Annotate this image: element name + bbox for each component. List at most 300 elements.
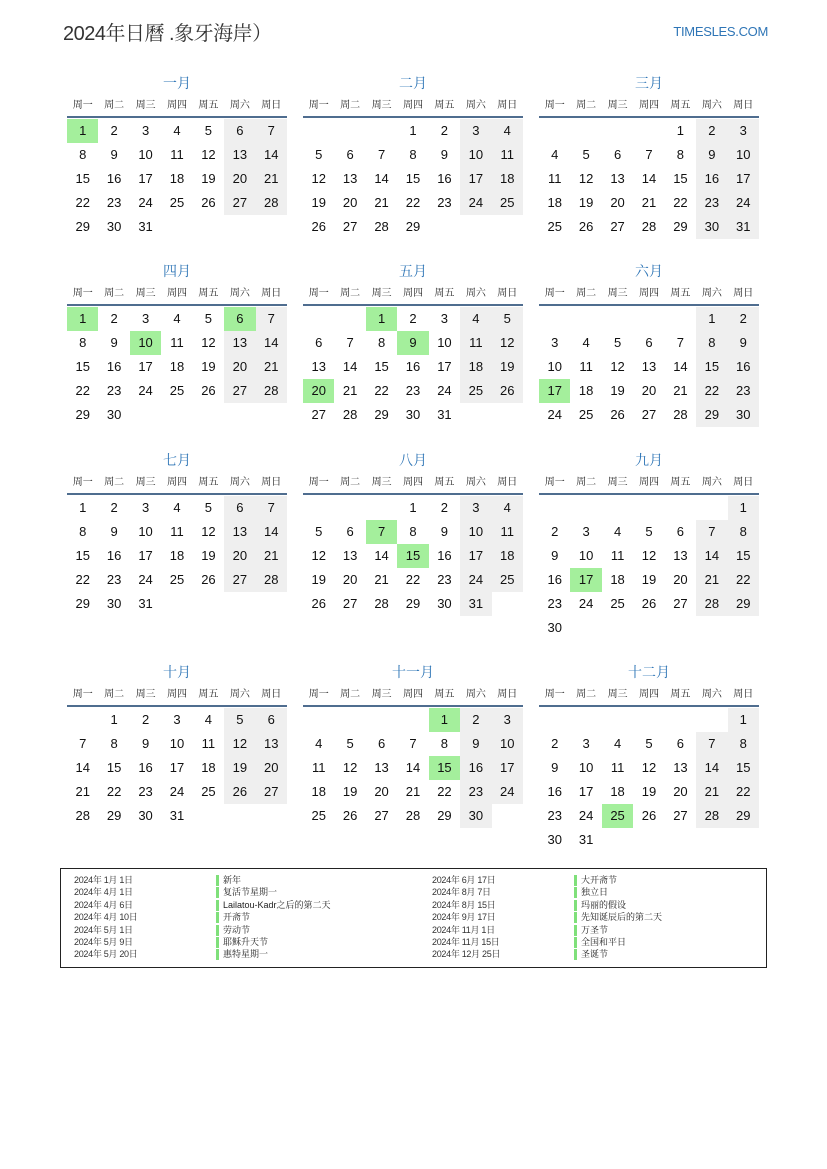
- empty-cell: [193, 403, 224, 427]
- day-cell: 12: [201, 335, 216, 350]
- holiday-name: 大开斋节: [581, 875, 618, 885]
- empty-cell: [334, 708, 365, 732]
- day-cell: 7: [346, 335, 354, 350]
- day-cell: 7: [696, 520, 727, 544]
- weekday-label: 周日: [497, 100, 518, 111]
- empty-cell: [633, 307, 664, 331]
- day-cell: 9: [440, 524, 449, 539]
- day-cell: 8: [79, 335, 87, 350]
- empty-cell: [193, 592, 224, 616]
- day-cell: 28: [256, 379, 287, 403]
- weekday-label: 周日: [261, 100, 282, 111]
- weekday-label: 周三: [135, 288, 156, 299]
- day-cell: 24: [547, 407, 562, 422]
- day-cell: 4: [173, 500, 181, 515]
- day-cell: 22: [696, 379, 727, 403]
- weekday-label: 周三: [607, 689, 628, 700]
- day-cell: 8: [409, 524, 417, 539]
- day-cell: 12: [578, 171, 594, 186]
- day-cell: 14: [405, 760, 421, 775]
- day-cell: 30: [106, 219, 122, 234]
- day-cell: 9: [141, 736, 150, 751]
- day-cell: 8: [728, 520, 759, 544]
- day-cell: 25: [578, 407, 594, 422]
- holiday-day-cell: 6: [224, 307, 255, 331]
- day-cell: 25: [169, 383, 185, 398]
- day-cell: 4: [460, 307, 491, 331]
- day-cell: 23: [460, 780, 491, 804]
- day-cell: 19: [224, 756, 255, 780]
- weekday-header-row: [539, 96, 759, 118]
- month-1: [67, 72, 287, 239]
- day-cell: 16: [437, 171, 452, 186]
- day-cell: 29: [437, 808, 452, 823]
- day-cell: 31: [169, 808, 185, 823]
- day-cell: 18: [201, 760, 216, 775]
- weekday-label: 周六: [229, 689, 250, 700]
- day-cell: 26: [224, 780, 255, 804]
- day-cell: 17: [492, 756, 523, 780]
- day-cell: 8: [79, 147, 87, 162]
- day-cell: 24: [578, 808, 594, 823]
- day-cell: 18: [492, 167, 523, 191]
- day-cell: 25: [610, 596, 625, 611]
- day-cell: 23: [547, 808, 562, 823]
- day-cell: 18: [311, 784, 326, 799]
- day-cell: 24: [492, 780, 523, 804]
- holiday-day-cell: 1: [366, 307, 397, 331]
- day-cell: 29: [728, 592, 759, 616]
- day-cell: 10: [547, 359, 562, 374]
- day-cell: 16: [106, 171, 122, 186]
- weekday-label: 周二: [576, 288, 597, 299]
- day-cell: 22: [75, 572, 90, 587]
- weekday-label: 周五: [670, 288, 691, 299]
- holiday-day-cell: 1: [67, 307, 98, 331]
- empty-cell: [460, 215, 491, 239]
- day-cell: 5: [346, 736, 354, 751]
- empty-cell: [570, 307, 601, 331]
- day-cell: 6: [315, 335, 323, 350]
- empty-cell: [492, 804, 523, 828]
- day-cell: 27: [224, 191, 255, 215]
- day-cell: 6: [256, 708, 287, 732]
- day-cell: 1: [409, 123, 417, 138]
- weekday-label: 周一: [544, 288, 565, 299]
- weekday-label: 周三: [607, 477, 628, 488]
- weekday-label: 周二: [340, 100, 361, 111]
- holiday-name: 独立日: [581, 887, 609, 898]
- holiday-date: 2024年 8月 7日: [432, 887, 491, 898]
- day-cell: 21: [405, 784, 421, 799]
- day-cell: 6: [346, 524, 354, 539]
- holiday-date: 2024年 11月 15日: [432, 937, 500, 947]
- day-cell: 5: [204, 311, 213, 326]
- day-cell: 26: [311, 219, 326, 234]
- day-cell: 21: [374, 195, 389, 210]
- day-cell: 17: [169, 760, 185, 775]
- empty-cell: [334, 496, 365, 520]
- weekday-label: 周一: [72, 689, 93, 700]
- holiday-date: 2024年 5月 9日: [74, 937, 133, 947]
- day-cell: 12: [311, 548, 326, 563]
- empty-cell: [161, 403, 192, 427]
- day-cell: 23: [138, 784, 153, 799]
- day-cell: 16: [138, 760, 153, 775]
- weekday-label: 周三: [371, 689, 392, 700]
- day-cell: 18: [460, 355, 491, 379]
- empty-cell: [224, 592, 255, 616]
- empty-cell: [130, 403, 161, 427]
- day-cell: 19: [610, 383, 625, 398]
- day-cell: 31: [138, 596, 153, 611]
- day-cell: 23: [106, 195, 122, 210]
- empty-cell: [602, 496, 633, 520]
- day-cell: 3: [551, 335, 559, 350]
- holiday-day-cell: 15: [397, 544, 428, 568]
- holiday-date: 2024年 12月 25日: [432, 949, 501, 960]
- empty-cell: [303, 307, 334, 331]
- weekday-header-row: [539, 685, 759, 707]
- day-cell: 25: [201, 784, 216, 799]
- empty-cell: [303, 496, 334, 520]
- day-cell: 8: [728, 732, 759, 756]
- day-cell: 9: [728, 331, 759, 355]
- weekday-header-row: [303, 473, 523, 495]
- empty-cell: [665, 616, 696, 640]
- holiday-name: 劳动节: [223, 924, 251, 935]
- day-cell: 17: [728, 167, 759, 191]
- weekday-label: 周一: [544, 477, 565, 488]
- month-title: 十月: [163, 664, 191, 680]
- day-cell: 31: [437, 407, 452, 422]
- day-cell: 26: [610, 407, 625, 422]
- day-cell: 7: [377, 147, 386, 162]
- day-grid: [539, 119, 759, 239]
- weekday-label: 周六: [701, 100, 722, 111]
- day-cell: 12: [224, 732, 255, 756]
- day-cell: 19: [492, 355, 523, 379]
- weekday-label: 周三: [607, 100, 628, 111]
- weekday-label: 周二: [340, 689, 361, 700]
- day-cell: 22: [405, 572, 421, 587]
- day-cell: 29: [75, 596, 90, 611]
- weekday-label: 周六: [465, 689, 486, 700]
- day-cell: 20: [224, 167, 255, 191]
- day-cell: 11: [170, 524, 184, 539]
- day-cell: 31: [578, 832, 594, 847]
- weekday-header-row: [539, 284, 759, 306]
- day-cell: 1: [110, 712, 118, 727]
- day-cell: 24: [169, 784, 185, 799]
- weekday-label: 周三: [135, 689, 156, 700]
- day-grid: [539, 496, 759, 640]
- weekday-label: 周二: [340, 288, 361, 299]
- weekday-label: 周六: [465, 100, 486, 111]
- holiday-marker: [216, 912, 219, 923]
- holiday-day-cell: 17: [539, 379, 570, 403]
- day-cell: 18: [169, 359, 185, 374]
- day-cell: 29: [696, 403, 727, 427]
- weekday-label: 周四: [166, 288, 187, 299]
- holiday-day-cell: 17: [570, 568, 601, 592]
- month-8: [303, 449, 523, 616]
- day-cell: 24: [728, 191, 759, 215]
- day-cell: 16: [437, 548, 452, 563]
- weekday-label: 周四: [402, 477, 423, 488]
- month-7: [67, 449, 287, 616]
- day-cell: 22: [728, 780, 759, 804]
- day-cell: 2: [551, 524, 559, 539]
- day-cell: 6: [346, 147, 354, 162]
- month-title: 十二月: [628, 664, 670, 680]
- day-cell: 10: [138, 524, 153, 539]
- day-cell: 29: [405, 596, 421, 611]
- day-cell: 13: [673, 548, 688, 563]
- day-cell: 2: [409, 311, 417, 326]
- weekday-label: 周五: [198, 689, 219, 700]
- day-cell: 7: [79, 736, 87, 751]
- day-cell: 18: [492, 544, 523, 568]
- day-cell: 14: [342, 359, 358, 374]
- day-cell: 7: [256, 119, 287, 143]
- empty-cell: [602, 119, 633, 143]
- day-cell: 10: [169, 736, 185, 751]
- day-cell: 8: [79, 524, 87, 539]
- holiday-date: 2024年 8月 15日: [432, 899, 496, 910]
- day-cell: 31: [138, 219, 153, 234]
- empty-cell: [633, 616, 664, 640]
- empty-cell: [633, 496, 664, 520]
- weekday-label: 周二: [576, 689, 597, 700]
- day-cell: 22: [405, 195, 421, 210]
- day-cell: 1: [728, 708, 759, 732]
- day-cell: 23: [437, 195, 452, 210]
- empty-cell: [570, 119, 601, 143]
- day-cell: 7: [676, 335, 685, 350]
- empty-cell: [665, 828, 696, 852]
- day-cell: 6: [645, 335, 653, 350]
- day-cell: 10: [492, 732, 523, 756]
- day-cell: 14: [641, 171, 657, 186]
- day-cell: 15: [673, 171, 688, 186]
- weekday-label: 周四: [638, 100, 659, 111]
- holiday-marker: [574, 937, 577, 948]
- day-cell: 20: [342, 572, 358, 587]
- day-cell: 17: [437, 359, 452, 374]
- empty-cell: [334, 119, 365, 143]
- month-12: [539, 661, 759, 852]
- weekday-label: 周一: [308, 100, 329, 111]
- empty-cell: [570, 496, 601, 520]
- day-cell: 23: [728, 379, 759, 403]
- day-cell: 5: [645, 736, 653, 751]
- day-cell: 4: [204, 712, 213, 727]
- day-cell: 28: [673, 407, 688, 422]
- empty-cell: [602, 828, 633, 852]
- day-cell: 13: [673, 760, 688, 775]
- day-cell: 5: [645, 524, 653, 539]
- day-grid: [67, 307, 287, 427]
- month-title: 四月: [163, 263, 191, 279]
- day-cell: 15: [405, 171, 421, 186]
- day-cell: 16: [405, 359, 421, 374]
- day-cell: 3: [440, 311, 449, 326]
- day-cell: 11: [492, 520, 523, 544]
- weekday-label: 周三: [135, 100, 156, 111]
- holiday-name: Lailatou-Kadr之后的第二天: [223, 899, 331, 910]
- day-cell: 23: [106, 572, 122, 587]
- day-cell: 3: [173, 712, 181, 727]
- weekday-label: 周一: [544, 689, 565, 700]
- day-cell: 19: [641, 572, 657, 587]
- day-cell: 9: [440, 147, 449, 162]
- day-cell: 1: [409, 500, 417, 515]
- day-cell: 26: [641, 808, 657, 823]
- month-title: 一月: [163, 75, 191, 91]
- empty-cell: [193, 804, 224, 828]
- day-cell: 22: [728, 568, 759, 592]
- day-cell: 2: [440, 123, 449, 138]
- empty-cell: [256, 804, 287, 828]
- empty-cell: [696, 828, 727, 852]
- day-cell: 24: [460, 568, 491, 592]
- holiday-day-cell: 9: [397, 331, 428, 355]
- day-cell: 1: [696, 307, 727, 331]
- day-cell: 16: [106, 548, 122, 563]
- day-cell: 30: [728, 403, 759, 427]
- day-cell: 28: [75, 808, 90, 823]
- day-cell: 17: [138, 171, 153, 186]
- day-cell: 19: [311, 572, 326, 587]
- holiday-date: 2024年 4月 1日: [74, 887, 133, 898]
- weekday-label: 周六: [465, 477, 486, 488]
- day-cell: 7: [645, 147, 653, 162]
- weekday-label: 周三: [371, 288, 392, 299]
- day-cell: 5: [315, 524, 323, 539]
- day-cell: 20: [673, 784, 688, 799]
- day-cell: 8: [696, 331, 727, 355]
- weekday-label: 周五: [434, 477, 455, 488]
- weekday-label: 周一: [72, 288, 93, 299]
- day-cell: 18: [578, 383, 594, 398]
- day-cell: 16: [460, 756, 491, 780]
- month-title: 八月: [399, 452, 427, 468]
- empty-cell: [696, 708, 727, 732]
- month-11: [303, 661, 523, 828]
- day-cell: 3: [582, 736, 590, 751]
- empty-cell: [570, 616, 601, 640]
- day-cell: 30: [547, 832, 562, 847]
- day-cell: 11: [610, 548, 625, 563]
- day-cell: 5: [204, 123, 213, 138]
- day-cell: 8: [110, 736, 118, 751]
- day-cell: 27: [342, 596, 358, 611]
- day-cell: 28: [374, 596, 389, 611]
- weekday-label: 周五: [198, 100, 219, 111]
- day-cell: 23: [106, 383, 122, 398]
- day-cell: 14: [673, 359, 688, 374]
- holiday-date: 2024年 11月 1日: [432, 924, 495, 935]
- weekday-label: 周四: [402, 288, 423, 299]
- day-cell: 7: [696, 732, 727, 756]
- day-cell: 20: [374, 784, 389, 799]
- day-grid: [303, 119, 523, 239]
- day-cell: 29: [405, 219, 421, 234]
- day-grid: [539, 708, 759, 852]
- day-cell: 4: [173, 123, 181, 138]
- holiday-day-cell: 10: [130, 331, 161, 355]
- day-cell: 12: [201, 524, 216, 539]
- weekday-label: 周四: [638, 288, 659, 299]
- day-cell: 26: [201, 572, 216, 587]
- month-title: 三月: [635, 75, 663, 91]
- day-cell: 3: [492, 708, 523, 732]
- day-cell: 4: [315, 736, 323, 751]
- weekday-label: 周五: [670, 100, 691, 111]
- day-cell: 13: [311, 359, 326, 374]
- weekday-label: 周日: [497, 689, 518, 700]
- day-cell: 29: [75, 219, 90, 234]
- empty-cell: [429, 215, 460, 239]
- empty-cell: [728, 616, 759, 640]
- day-cell: 20: [641, 383, 657, 398]
- month-title: 五月: [399, 263, 427, 279]
- weekday-header-row: [303, 685, 523, 707]
- weekday-label: 周日: [733, 100, 754, 111]
- empty-cell: [602, 616, 633, 640]
- day-cell: 27: [673, 808, 688, 823]
- month-title: 二月: [399, 75, 427, 91]
- day-cell: 11: [311, 760, 326, 775]
- empty-cell: [728, 828, 759, 852]
- holiday-day-cell: 7: [366, 520, 397, 544]
- site-link[interactable]: TIMESLES.COM: [673, 24, 768, 39]
- day-cell: 7: [256, 496, 287, 520]
- weekday-label: 周六: [229, 100, 250, 111]
- weekday-label: 周四: [402, 689, 423, 700]
- day-cell: 2: [728, 307, 759, 331]
- day-cell: 24: [578, 596, 594, 611]
- weekday-header-row: [67, 473, 287, 495]
- day-cell: 14: [256, 520, 287, 544]
- day-cell: 1: [79, 500, 87, 515]
- day-cell: 6: [613, 147, 622, 162]
- holiday-marker: [216, 925, 219, 936]
- day-cell: 8: [377, 335, 386, 350]
- day-cell: 28: [405, 808, 421, 823]
- empty-cell: [224, 804, 255, 828]
- weekday-label: 周日: [497, 288, 518, 299]
- weekday-label: 周六: [701, 477, 722, 488]
- weekday-header-row: [303, 96, 523, 118]
- day-grid: [303, 708, 523, 828]
- day-cell: 20: [256, 756, 287, 780]
- weekday-label: 周一: [72, 100, 93, 111]
- weekday-header-row: [67, 284, 287, 306]
- day-cell: 20: [610, 195, 625, 210]
- day-cell: 21: [256, 167, 287, 191]
- day-cell: 29: [374, 407, 389, 422]
- day-cell: 13: [610, 171, 625, 186]
- weekday-label: 周六: [701, 689, 722, 700]
- day-cell: 25: [492, 568, 523, 592]
- day-cell: 21: [696, 568, 727, 592]
- month-title: 七月: [163, 452, 191, 468]
- weekday-label: 周六: [701, 288, 722, 299]
- day-cell: 23: [696, 191, 727, 215]
- day-cell: 13: [224, 143, 255, 167]
